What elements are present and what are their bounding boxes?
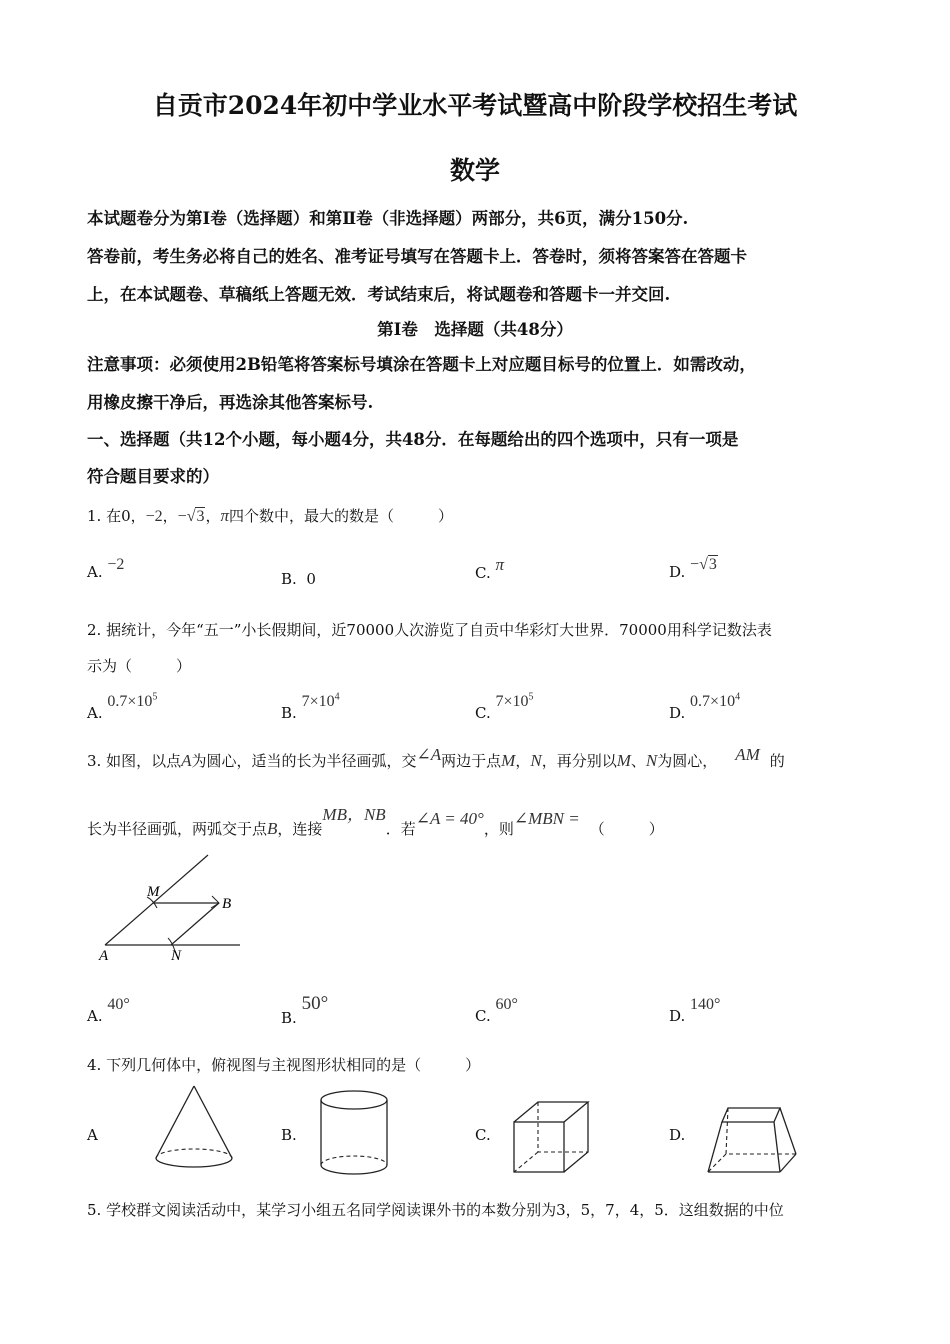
q1-option-c-label: C.: [475, 564, 491, 582]
q3-segment-am: AM: [735, 745, 760, 764]
notice-line-1: 注意事项：必须使用2B铅笔将答案标号填涂在答题卡上对应题目标号的位置上．如需改动，: [87, 355, 756, 374]
q3-text-2d: ，则: [483, 820, 514, 838]
q3-dot: 、: [630, 752, 646, 770]
q3-text-1d: ，再分别以: [541, 752, 617, 770]
q2-text-a: 示为（: [87, 657, 133, 675]
q4-cone-side-right: [194, 1086, 232, 1158]
q1-option-b-value: 0: [306, 570, 316, 588]
q3-text-1f: 的: [769, 752, 785, 770]
q4-cylinder-figure: [316, 1088, 392, 1180]
exam-title: 自贡市2024年初中学业水平考试暨高中阶段学校招生考试: [152, 91, 798, 120]
q1-option-c[interactable]: [475, 555, 505, 583]
q2-option-d-value: [690, 693, 740, 710]
q3-paren-open: （: [589, 820, 605, 838]
q4-cube-figure: [510, 1098, 592, 1176]
q3-point-b: B: [267, 819, 278, 838]
q4-cone-figure: [150, 1082, 240, 1176]
q3-option-a-value: 40°: [107, 996, 130, 1013]
q3-text-1a: 3. 如图，以点: [87, 752, 182, 770]
notice-line-2: 用橡皮擦干净后，再选涂其他答案标号.: [87, 393, 374, 412]
q3-point-m: M: [501, 751, 516, 770]
question-3-line-2: [87, 805, 664, 839]
intro-line-1: 本试题卷分为第Ⅰ卷（选择题）和第Ⅱ卷（非选择题）两部分，共6页，满分150分.: [87, 209, 689, 228]
q4-cube-hidden-edges: [538, 1102, 588, 1152]
q1-option-c-value: π: [495, 555, 505, 574]
q1-option-a-label: A.: [87, 563, 103, 581]
q2-option-c-label: C.: [475, 704, 491, 723]
q4-option-b[interactable]: B.: [281, 1126, 297, 1144]
q3-segments: MB，NB: [322, 805, 386, 824]
q1-option-d-sign: −: [690, 556, 700, 573]
q2-option-d-base: 0.7×10: [690, 693, 736, 711]
q1-option-b[interactable]: [281, 570, 316, 588]
q1-option-d-label: D.: [669, 563, 686, 581]
q4-frustum-base-right: [780, 1154, 796, 1172]
question-1: [87, 505, 453, 526]
q3-point-n: N: [530, 751, 542, 770]
q4-option-c[interactable]: C.: [475, 1126, 491, 1144]
q2-option-a-base: 0.7×10: [107, 693, 153, 711]
q3-condition: ∠A = 40°: [415, 809, 484, 828]
q1-option-a-value: −2: [107, 556, 125, 573]
q3-option-a-label: A.: [87, 1007, 103, 1025]
q2-option-a-exp: 5: [152, 692, 158, 703]
q4-frustum-top-face: [722, 1108, 780, 1122]
q2-text-b: ）: [176, 657, 192, 675]
question-3-line-1: [87, 745, 785, 771]
q3-option-c-value: 60°: [495, 996, 518, 1013]
q4-option-d[interactable]: D.: [669, 1126, 686, 1144]
q4-option-a[interactable]: A: [87, 1126, 98, 1144]
q4-cube-top-face: [514, 1102, 588, 1122]
q3-label-b: B: [222, 896, 232, 912]
q3-paren-close: ）: [648, 820, 664, 838]
q4-cube-front-face: [514, 1122, 564, 1172]
q4-cone-base-front: [156, 1158, 232, 1167]
q4-frustum-hidden-edges: [726, 1108, 796, 1154]
q3-label-m: M: [147, 884, 160, 900]
q3-text-1b: 为圆心，适当的长为半径画弧，交: [191, 752, 417, 770]
q3-option-a[interactable]: [87, 995, 130, 1025]
q2-option-a-value: [107, 693, 157, 710]
q2-option-a-label: A.: [87, 704, 103, 723]
q3-text-1e: 为圆心，: [657, 752, 718, 770]
q1-option-a[interactable]: [87, 556, 125, 582]
section-title: 第Ⅰ卷 选择题（共48分）: [377, 320, 573, 339]
q4-text-b: ）: [465, 1056, 481, 1074]
q4-cylinder-base-back: [321, 1156, 387, 1165]
q1-comma: ，: [162, 507, 178, 525]
q3-segment-nb: [171, 903, 219, 945]
q3-point-n-2: N: [645, 751, 658, 770]
q3-figure: [95, 850, 245, 965]
intro-line-3: 上，在本试题卷、草稿纸上答题无效．考试结束后，将试题卷和答题卡一并交回.: [87, 285, 671, 304]
q2-option-c-exp: 5: [528, 692, 534, 703]
q3-option-d-value: 140°: [690, 996, 721, 1013]
q2-option-b-exp: 4: [334, 692, 340, 703]
q2-option-c-value: [496, 693, 534, 710]
q2-option-c-base: 7×10: [495, 693, 529, 711]
q4-frustum-edge-back-right: [780, 1108, 796, 1154]
part-heading-line-2: 符合题目要求的）: [87, 467, 219, 486]
q2-option-c[interactable]: [475, 692, 534, 723]
q1-text-b: 四个数中，最大的数是（: [229, 507, 395, 525]
q4-text-a: 4. 下列几何体中，俯视图与主视图形状相同的是（: [87, 1056, 422, 1074]
q1-radicand: 3: [196, 508, 205, 525]
q2-option-b-value: [302, 693, 340, 710]
q3-point-a: A: [181, 751, 192, 770]
q1-text-c: ）: [438, 507, 454, 525]
question-2-line-2: [87, 655, 191, 676]
q3-option-b-label: B.: [281, 1009, 297, 1027]
question-5-line-1: 5. 学校群文阅读活动中，某学习小组五名同学阅读课外书的本数分别为3，5，7，4，5．这组数据的中位: [87, 1201, 784, 1219]
q1-option-b-label: B.: [281, 570, 297, 588]
q2-option-b-base: 7×10: [301, 693, 335, 711]
q2-option-b[interactable]: [281, 692, 340, 723]
q1-num-neg-sqrt3: −√3: [177, 508, 205, 525]
q1-text-a: 1. 在0，: [87, 507, 146, 525]
q3-text-2b: ，连接: [277, 820, 323, 838]
q1-option-d-radicand: 3: [708, 556, 717, 573]
q3-text-1c: 两边于点: [441, 752, 502, 770]
q4-cone-side-left: [156, 1086, 194, 1158]
intro-line-2: 答卷前，考生务必将自己的姓名、准考证号填写在答题卡上．答卷时，须将答案答在答题卡: [87, 247, 747, 266]
q3-option-b-value: 50°: [301, 993, 329, 1014]
q3-label-a: A: [99, 948, 109, 964]
q3-option-d-label: D.: [669, 1007, 686, 1025]
q3-ray-slanted: [105, 855, 208, 945]
q3-ask: ∠MBN =: [513, 809, 580, 828]
subject-title: 数学: [449, 156, 500, 185]
q2-option-b-label: B.: [281, 704, 297, 723]
q2-option-a[interactable]: [87, 692, 158, 723]
q2-option-d[interactable]: [669, 692, 741, 723]
q3-angle-a: ∠A: [416, 745, 442, 764]
q4-cylinder-base-front: [321, 1165, 387, 1174]
q4-cone-base-back: [156, 1149, 232, 1158]
part-heading-line-1: 一、选择题（共12个小题，每小题4分，共48分．在每题给出的四个选项中，只有一项是: [87, 430, 739, 449]
question-2-line-1: 2. 据统计，今年“五一”小长假期间，近70000人次游览了自贡中华彩灯大世界．70000用科学记数法表: [87, 621, 772, 639]
q4-frustum-edge-front-right: [774, 1122, 780, 1172]
q3-option-d[interactable]: [669, 995, 721, 1025]
q1-comma-2: ，: [205, 507, 221, 525]
q3-point-m-2: M: [616, 751, 631, 770]
q2-option-d-exp: 4: [735, 692, 741, 703]
q3-label-n: N: [171, 948, 182, 964]
q2-option-d-label: D.: [669, 704, 686, 723]
q4-cylinder-top: [321, 1091, 387, 1109]
q3-text-2c: ．若: [385, 820, 416, 838]
question-4: [87, 1054, 480, 1075]
q1-neg-sign: −: [177, 508, 187, 525]
q3-option-c[interactable]: [475, 995, 518, 1025]
q1-option-d-value: −√3: [690, 556, 717, 573]
q4-frustum-figure: [702, 1104, 802, 1176]
q1-num-pi: π: [220, 506, 230, 525]
q1-num-minus-2: −2: [145, 508, 163, 525]
q1-option-d[interactable]: [669, 556, 718, 582]
q3-option-c-label: C.: [475, 1007, 491, 1025]
q3-text-2a: 长为半径画弧，两弧交于点: [87, 820, 268, 838]
q3-option-b[interactable]: [281, 993, 329, 1027]
q3-separator: ，: [515, 752, 531, 770]
q4-cube-hidden-edge-diag: [514, 1152, 538, 1172]
